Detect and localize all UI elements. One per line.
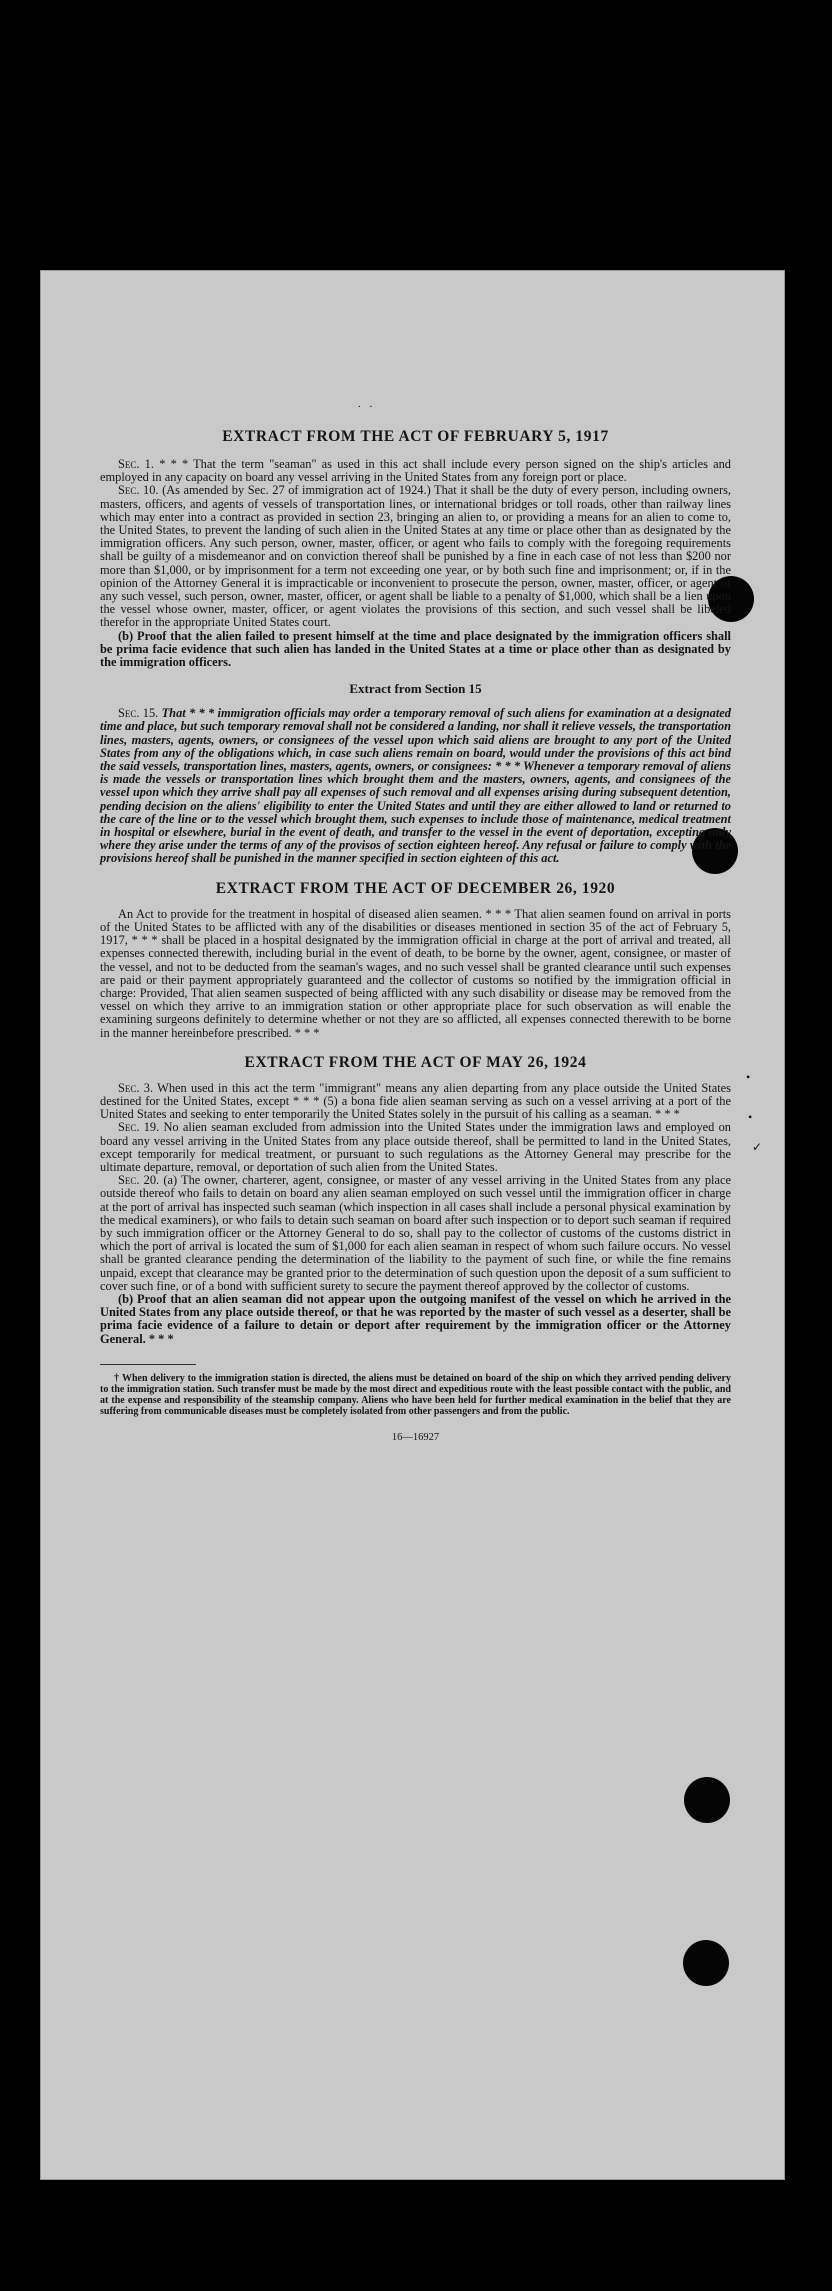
paragraph-sec-3 <box>100 1082 731 1122</box>
margin-mark: • <box>746 1070 751 1084</box>
margin-mark: ✓ <box>752 1140 763 1154</box>
footnote: † When delivery to the immigration station is directed, the aliens must be detained on board of the ship on which they arrived pending delivery to the immigration station. Such transfer must be made by the most direct and expeditious route with the least possible contact with the public, and at the expense and responsibility of the steamship company. Aliens who have been held for further medical examination in the belief that they are suffering from communicable diseases must be completely isolated from other passengers and from the public. <box>100 1372 731 1418</box>
heading-act-1917: EXTRACT FROM THE ACT OF FEBRUARY 5, 1917 <box>222 428 609 445</box>
heading-act-1924: EXTRACT FROM THE ACT OF MAY 26, 1924 <box>244 1053 587 1071</box>
margin-mark: • <box>748 1110 753 1124</box>
punch-hole-4 <box>683 1940 729 1986</box>
paragraph-text: * * * That the term "seaman" as used in this act shall include every person signed on the ship's articles and employed in any capacity on board any vessel arriving in the United States from any foreign port or place. <box>100 457 732 485</box>
paragraph-sec-10 <box>100 484 731 629</box>
paragraph-sec-20 <box>100 1174 731 1293</box>
paragraph-sec-1 <box>100 458 731 484</box>
paragraph-text: (As amended by Sec. 27 of immigration act of 1924.) That it shall be the duty of every person, including owners, masters, officers, and agents of vessels of transportation lines, or international bridges or toll roads, other than railway lines which may enter into a contract as provided in section 23, bringing an alien to, or providing a means for an alien to come to, the United States, to prevent the landing of such alien in the United States at any time or place other than as designated by the immigration officers. Any such person, owner, master, officer, or agent who fails to comply with the foregoing requirements shall be guilty of a misdemeanor and on conviction thereof shall be punished by a fine in each case of not less than $200 nor more than $1,000, or by imprisonment for a term not exceeding one year, or by both such fine and imprisonment; or, if in the opinion of the Attorney General it is impracticable or inconvenient to prosecute the person, owner, master, officer, or agent of any such vessel, such person, owner, master, officer, or agent shall be liable to a penalty of $1,000, which shall be a lien upon the vessel whose owner, master, officer, or agent violates the provisions of this section, and such vessel shall be libeled therefor in the appropriate United States court. <box>100 483 731 630</box>
paragraph-proof-b: (b) Proof that the alien failed to present himself at the time and place designated by the immigration officers shall be prima facie evidence that such alien has landed in the United States at a time or place other than as designated by the immigration officers. <box>100 628 731 670</box>
section-label: Sec. 1. <box>118 457 154 471</box>
punch-hole-3 <box>684 1777 730 1823</box>
paragraph-text: (a) The owner, charterer, agent, consignee, or master of any vessel arriving in the United States from any place outside thereof who fails to detain on board any alien seaman employed on such vessel until the immigration officer in charge at the port of arrival has inspected such seaman (which inspection in all cases shall include a personal physical examination by the medical examiners), or who fails to detain such seaman on board after such inspection or to deport such seaman if required by such immigration officer or the Attorney General to do so, shall pay to the collector of customs of the customs district in which the port of arrival is located the sum of $1,000 for each alien seaman in respect of whom such failure occurs. No vessel shall be granted clearance pending the determination of the liability to the payment of such fine, or while the fine remains unpaid, except that clearance may be granted prior to the determination of such question upon the deposit of a sum sufficient to cover such fine, or of a bond with sufficient surety to secure the payment thereof approved by the collector of customs. <box>100 1173 731 1293</box>
section-label: Sec. 10. <box>118 483 159 498</box>
section-label: Sec. 15. <box>118 706 159 721</box>
page-number: 16—16927 <box>391 1431 440 1443</box>
section-label: Sec. 3. <box>118 1080 154 1095</box>
paragraph-sec-19 <box>100 1121 731 1174</box>
paragraph-proof-seaman: (b) Proof that an alien seaman did not appear upon the outgoing manifest of the vessel on which he arrived in the United States from any place outside thereof, or that he was reported by the master of such vessel as a deserter, shall be prima facie evidence of a failure to detain or deport after requirement by the immigration officer or the Attorney General. * * * <box>100 1291 731 1346</box>
header-mark: . . <box>358 398 376 410</box>
subheading-section-15: Extract from Section 15 <box>349 681 482 697</box>
paragraph-text: When used in this act the term "immigrant" means any alien departing from any place outside the United States destined for the United States, except * * * (5) a bona fide alien seaman serving as such on a vessel arriving at a port of the United States and seeking to enter temporarily the United States solely in the pursuit of his calling as a seaman. * * * <box>100 1080 731 1122</box>
paragraph-text: No alien seaman excluded from admission into the United States under the immigration laws and employed on board any vessel arriving in the United States from any place outside thereof, shall be permitted to land in the United States, except temporarily for medical treatment, or pursuant to such regulations as the Attorney General may prescribe for the ultimate departure, removal, or deportation of such alien from the United States. <box>100 1120 731 1174</box>
section-label: Sec. 19. <box>118 1120 160 1135</box>
paragraph-text: That * * * immigration officials may order a temporary removal of such aliens for examination at a designated time and place, but such temporary removal shall not be considered a landing, nor shall it relieve vessels, the transportation lines, masters, agents, owners, or consignees of the vessel upon which said aliens are brought to any port of the United States from any of the obligations which, in case such aliens remain on board, would under the provisions of this act bind the said vessels, transportation lines, masters, agents, owners, or consignees: * * * Whenever a temporary removal of aliens is made the vessels or transportation lines which brought them and the masters, owners, agents, and consignees of the vessel upon which they arrive shall pay all expenses of such removal and all expenses arising during subsequent detention, pending decision on the aliens' eligibility to enter the United States and until they are either allowed to land or returned to the care of the line or to the vessel which brought them, such expenses to include those of maintenance, medical treatment in hospital or elsewhere, burial in the event of death, and transfer to the vessel in the event of deportation, excepting only where they arise under the terms of any of the provisos of section eighteen hereof. Any refusal or failure to comply with the provisions hereof shall be punished in the manner specified in section eighteen of this act. <box>100 706 731 866</box>
paragraph-sec-15 <box>100 707 731 865</box>
document-page <box>40 270 785 2180</box>
document-body <box>100 428 731 1443</box>
heading-act-1920: EXTRACT FROM THE ACT OF DECEMBER 26, 1920 <box>215 879 616 897</box>
paragraph-act-1920: An Act to provide for the treatment in hospital of diseased alien seamen. * * * That alien seamen found on arrival in ports of the United States to be afflicted with any of the disabilities or diseases mentioned in section 35 of the act of February 5, 1917, * * * shall be placed in a hospital designated by the immigration official in charge at the port of arrival and treated, all expenses connected therewith, including burial in the event of death, to be borne by the owner, agent, consignee, or master of the vessel, and not to be deducted from the seaman's wages, and no such vessel shall be granted clearance until such expenses are paid or their payment appropriately guaranteed and the collector of customs so notified by the immigration official in charge: Provided, That alien seamen suspected of being afflicted with any such disability or disease may be removed from the vessel on which they arrive to an immigration station or other appropriate place for such observation as will enable the examining surgeons definitely to determine whether or not they are so afflicted, all expenses connected therewith to be borne in the manner hereinbefore prescribed. * * * <box>100 906 731 1040</box>
section-label: Sec. 20. <box>118 1173 160 1188</box>
